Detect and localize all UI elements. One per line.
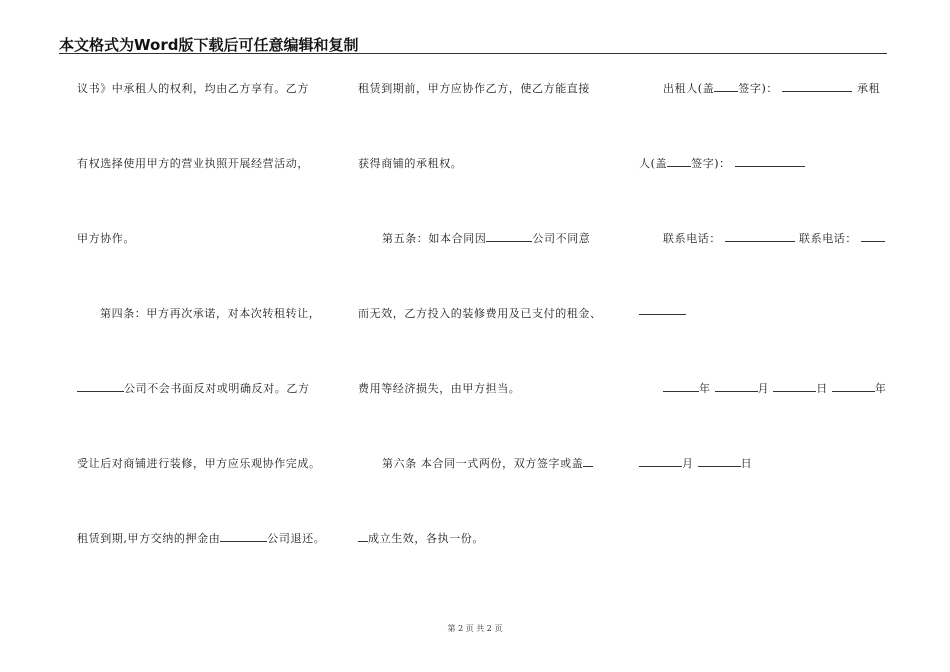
col1-line-5-text: 公司不会书面反对或明确反对。乙方 — [124, 382, 310, 395]
year-label-2: 年 — [874, 382, 887, 395]
col1-line-5 — [77, 380, 310, 396]
col1-line-7-text-b: 公司退还。 — [267, 532, 326, 545]
landlord-phone-label: 联系电话： — [663, 232, 721, 245]
day-label-2: 日 — [740, 457, 753, 470]
col1-line-7-text-a: 租赁到期,甲方交纳的押金由 — [77, 532, 221, 545]
col2-line-3-text-a: 第五条：如本合同因 — [382, 232, 487, 245]
col3-line-3 — [663, 230, 885, 246]
col2-line-4: 而无效，乙方投入的装修费用及已支付的租金、 — [358, 307, 602, 320]
col2-line-5: 费用等经济损失，由甲方担当。 — [358, 382, 521, 395]
col2-line-3-text-b: 公司不同意 — [532, 232, 591, 245]
fill-in-blank — [358, 532, 368, 542]
header-divider — [59, 53, 887, 54]
fill-in-blank — [583, 457, 593, 467]
month-blank-2 — [639, 457, 682, 467]
month-label-2: 月 — [682, 457, 694, 470]
col3-line-2 — [639, 155, 805, 171]
col2-line-6-text: 第六条 本合同一式两份，双方签字或盖 — [382, 457, 584, 470]
landlord-sign-label: 签字)： — [738, 82, 778, 95]
landlord-phone-blank — [725, 232, 795, 242]
tenant-seal-label: 人(盖 — [639, 157, 668, 170]
col2-line-7 — [358, 530, 484, 546]
tenant-signature-blank — [735, 157, 805, 167]
col2-line-6 — [382, 455, 593, 471]
tenant-label-start: 承租 — [857, 82, 881, 95]
col3-line-5 — [663, 380, 886, 396]
col2-line-2: 获得商铺的承租权。 — [358, 157, 463, 170]
year-blank — [663, 382, 699, 392]
day-blank-2 — [698, 457, 741, 467]
col1-line-7 — [77, 530, 325, 546]
col1-line-4: 第四条：甲方再次承诺，对本次转租转让， — [100, 307, 321, 320]
day-blank — [773, 382, 816, 392]
day-label: 日 — [816, 382, 828, 395]
year-blank-2 — [832, 382, 875, 392]
month-blank — [715, 382, 758, 392]
col3-line-4 — [639, 305, 686, 318]
tenant-phone-label: 联系电话： — [799, 232, 857, 245]
col2-line-7-text: 成立生效，各执一份。 — [368, 532, 484, 545]
col3-line-6 — [639, 455, 752, 471]
col2-line-1: 租赁到期前，甲方应协作乙方，使乙方能直接 — [358, 82, 590, 95]
fill-in-blank — [486, 232, 532, 242]
col1-line-3: 甲方协作。 — [77, 232, 135, 245]
landlord-signature-blank — [782, 82, 852, 92]
document-header-title: 本文格式为Word版下载后可任意编辑和复制 — [59, 36, 359, 54]
year-label: 年 — [699, 382, 711, 395]
tenant-phone-blank — [861, 232, 885, 242]
fill-in-blank — [667, 157, 691, 167]
fill-in-blank — [220, 532, 267, 542]
col1-line-1: 议书》中承租人的权利，均由乙方享有。乙方 — [77, 82, 309, 95]
col3-line-1 — [663, 80, 880, 96]
fill-in-blank — [77, 382, 124, 392]
col2-line-3 — [382, 230, 590, 246]
month-label: 月 — [757, 382, 770, 395]
page-number-footer: 第 2 页 共 2 页 — [447, 624, 503, 633]
landlord-seal-label: 出租人(盖 — [663, 82, 715, 95]
tenant-sign-label: 签字)： — [691, 157, 731, 170]
tenant-phone-blank-continued — [639, 305, 686, 315]
fill-in-blank — [714, 82, 738, 92]
col1-line-6: 受让后对商铺进行装修，甲方应乐观协作完成。 — [77, 457, 321, 470]
col1-line-2: 有权选择使用甲方的营业执照开展经营活动， — [77, 157, 309, 170]
